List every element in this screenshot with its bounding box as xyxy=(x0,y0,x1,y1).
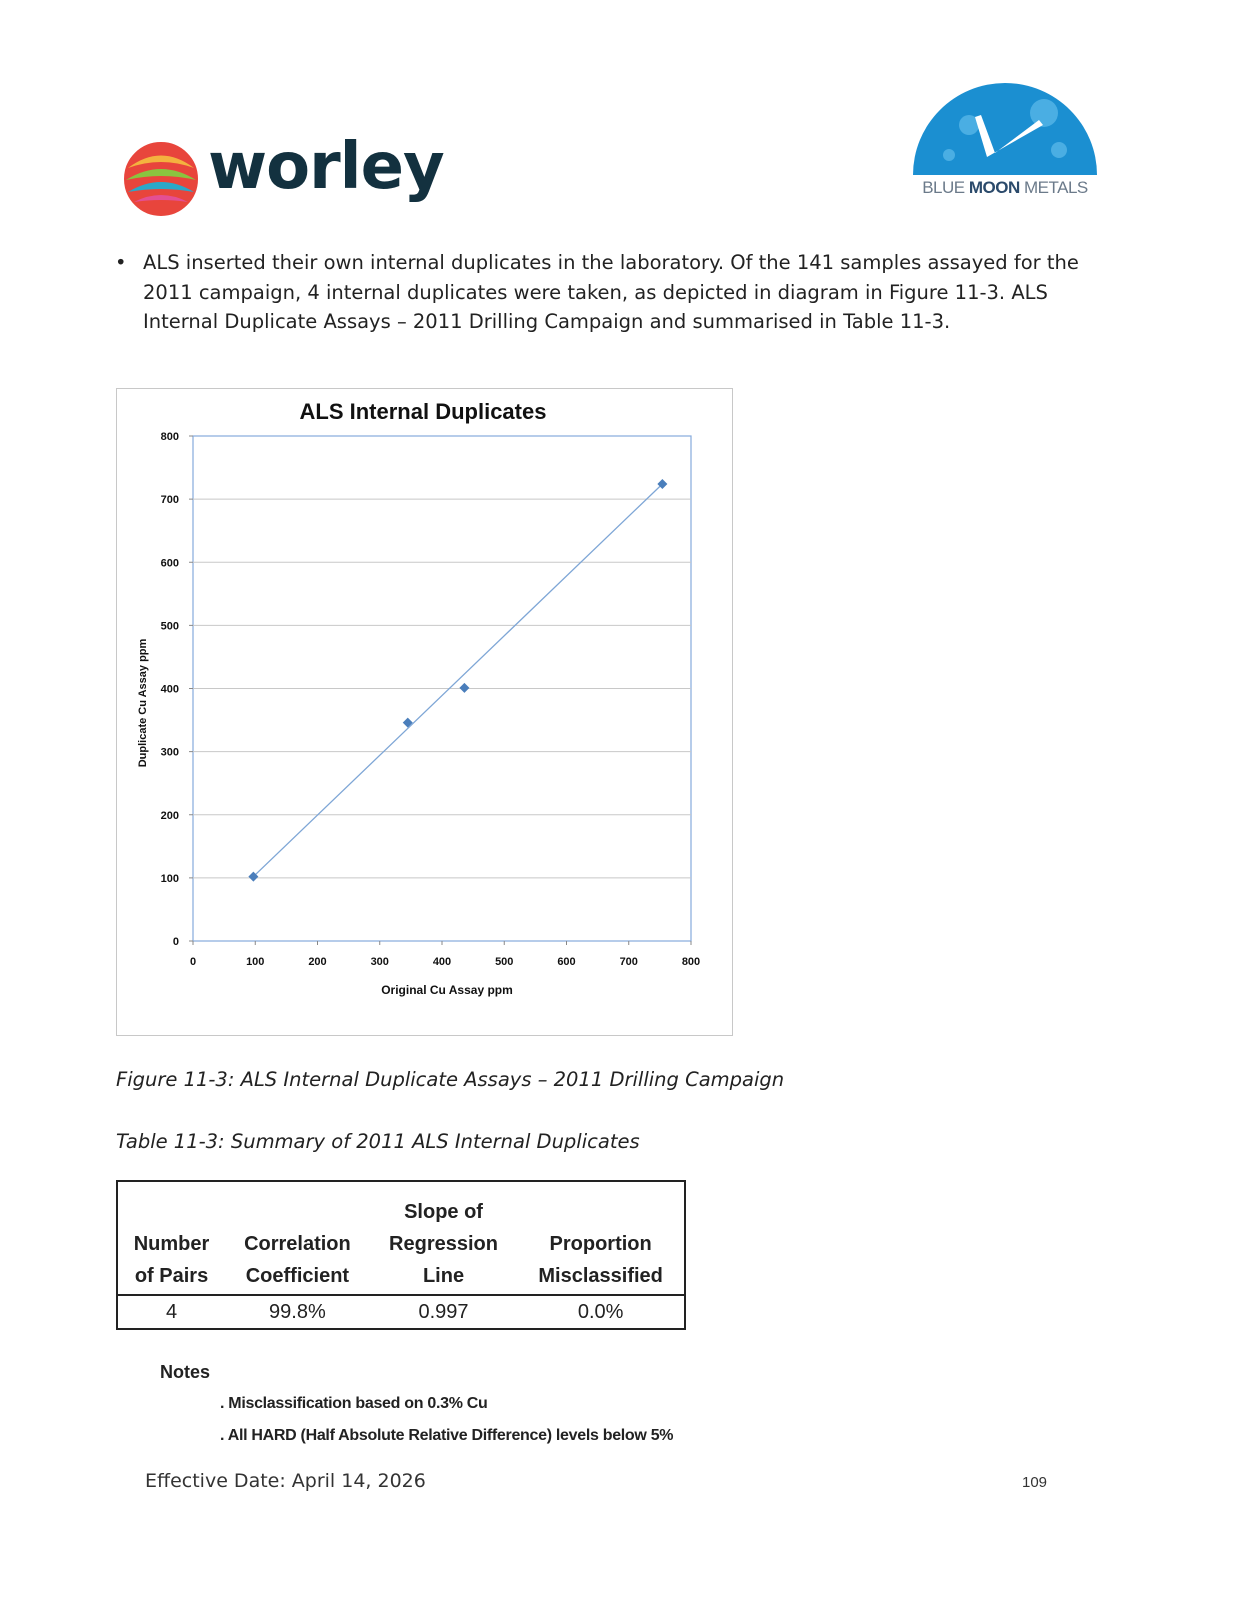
worley-emblem-icon xyxy=(120,138,202,220)
header-line: Regression xyxy=(389,1233,498,1255)
y-tick-label: 200 xyxy=(160,809,179,822)
trendline xyxy=(253,484,662,877)
table-row xyxy=(117,1295,685,1329)
y-tick-label: 600 xyxy=(160,557,179,570)
header-proportion-misclassified xyxy=(517,1181,685,1295)
x-tick-label: 200 xyxy=(308,956,327,968)
grid-layer xyxy=(189,436,691,945)
table-cell-number-of-pairs: 4 xyxy=(165,1300,178,1323)
x-tick-label: 700 xyxy=(619,956,638,968)
x-tick-label: 800 xyxy=(681,956,701,968)
header-correlation-coefficient xyxy=(225,1181,370,1295)
table-cell-slope: 0.997 xyxy=(418,1300,469,1323)
x-tick-label: 100 xyxy=(246,956,265,968)
x-tick-label: 500 xyxy=(495,956,514,968)
table-header-row xyxy=(117,1181,685,1295)
header-line: of Pairs xyxy=(134,1265,209,1287)
table-cell-correlation: 99.8% xyxy=(269,1300,326,1323)
blue-moon-metals-wordmark: BLUE MOON METALS xyxy=(922,178,1088,197)
table-cell-misclassified: 0.0% xyxy=(577,1300,624,1323)
effective-date: Effective Date: April 14, 2026 xyxy=(145,1470,426,1492)
y-tick-label: 0 xyxy=(172,936,179,948)
chart-frame xyxy=(116,388,733,1036)
y-axis-label: Duplicate Cu Assay ppm xyxy=(137,638,149,768)
header-line: Slope of xyxy=(404,1201,483,1223)
header-slope-of-regression-line xyxy=(370,1181,517,1295)
y-tick-label: 800 xyxy=(160,431,179,443)
data-point xyxy=(403,718,413,728)
summary-table xyxy=(116,1180,686,1330)
x-tick-label: 400 xyxy=(432,956,452,968)
y-tick-label: 700 xyxy=(160,494,179,507)
worley-logo xyxy=(120,130,444,220)
tick-layer xyxy=(161,431,701,968)
bullet-marker: • xyxy=(115,251,127,274)
header-line: Number xyxy=(133,1233,210,1255)
table-caption: Table 11-3: Summary of 2011 ALS Internal Duplicates xyxy=(116,1130,640,1153)
intro-paragraph: ALS inserted their own internal duplicates in the laboratory. Of the 141 samples assayed for the 2011 campaign, 4 internal duplicates were taken, as depicted in diagram in Figure 11-3. ALS Internal Duplicate Assays – 2011 Drilling Campaign and summarised in Table 11-3. xyxy=(143,251,1079,333)
y-tick-label: 300 xyxy=(160,746,179,759)
y-tick-label: 400 xyxy=(160,683,179,696)
header-line: Misclassified xyxy=(538,1265,663,1287)
mark-layer xyxy=(248,479,667,882)
y-tick-label: 100 xyxy=(160,872,179,885)
figure-caption: Figure 11-3: ALS Internal Duplicate Assays – 2011 Drilling Campaign xyxy=(116,1068,785,1091)
header-line: Line xyxy=(422,1265,465,1287)
header-line: Proportion xyxy=(549,1233,652,1255)
blue-moon-metals-logo xyxy=(905,75,1105,205)
x-tick-label: 300 xyxy=(370,956,389,968)
y-tick-label: 500 xyxy=(160,620,179,633)
note-item: . Misclassification based on 0.3% Cu xyxy=(220,1395,488,1412)
page-number: 109 xyxy=(1022,1474,1048,1491)
x-axis-label: Original Cu Assay ppm xyxy=(381,983,513,997)
x-tick-label: 600 xyxy=(557,956,576,968)
header-line: Coefficient xyxy=(245,1265,350,1287)
note-item: . All HARD (Half Absolute Relative Difference) levels below 5% xyxy=(220,1427,674,1444)
header-line: Correlation xyxy=(244,1233,351,1255)
x-tick-label: 0 xyxy=(189,956,197,968)
worley-wordmark: worley xyxy=(208,130,444,204)
moon-icon xyxy=(909,75,1101,175)
chart-title: ALS Internal Duplicates xyxy=(299,399,547,424)
header-number-of-pairs xyxy=(117,1181,225,1295)
scatter-chart xyxy=(117,389,734,1037)
notes-title: Notes xyxy=(160,1362,211,1382)
data-point xyxy=(459,683,469,693)
